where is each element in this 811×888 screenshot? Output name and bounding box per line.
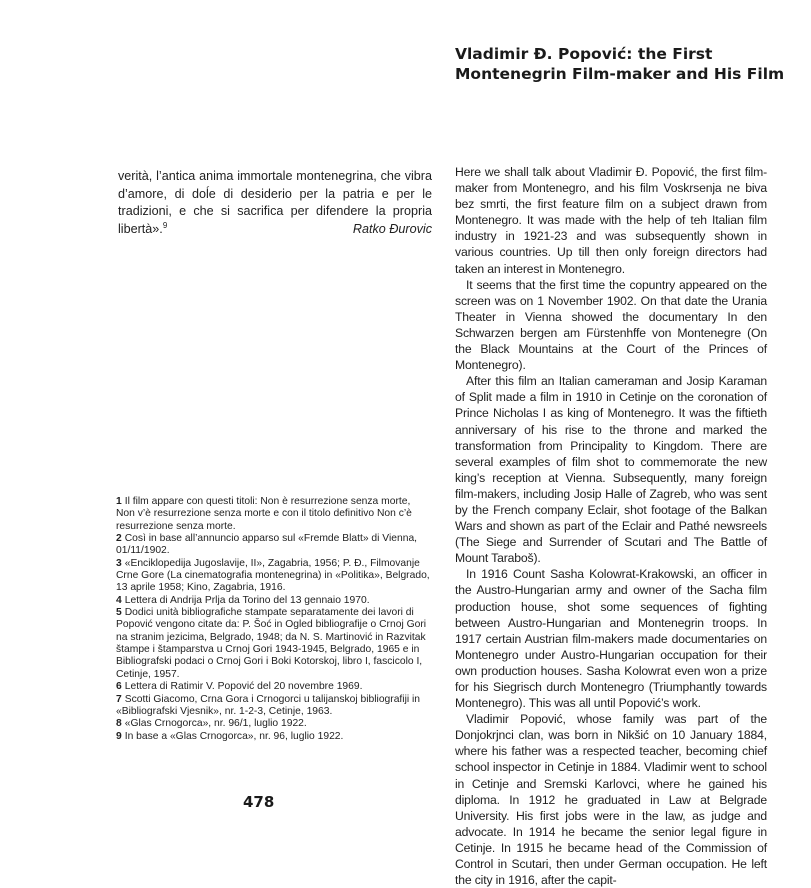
footnote-8: 8 «Glas Crnogorca», nr. 96/1, luglio 1922. <box>116 718 307 730</box>
footnote-5: 5 Dodici unità bibliografiche stampate separatamente dei lavori di Popović vengono citate da: P. Šoć in Ogled bibliografije o Crnoj Gori na stranim jezicima, Belgrado, 1948; da N. S. Martinović in Razvitak štampe i štamparstva u Crnoj Gori 1943-1945, Belgrado, 1965 e in Bibliografski podaci o Crnoj Gori i Boki Kotorskoj, libro I, fascicolo I, Cetinje, 1957. <box>116 607 427 680</box>
footnote-ref-9: 9 <box>162 220 168 230</box>
quote-text: verità, l’antica anima immortale montenegrina, che vibra d’amore, di doĺe di desiderio per la patria e per le tradizioni, e che si sacrifica per difendere la propria libertà».$^9$ <box>118 169 432 236</box>
title-line-2: Montenegrin Film-maker and His Film <box>455 65 785 83</box>
paragraph-3: After this film an Italian cameraman and Josip Karaman of Split made a film in 1910 in Cetinje on the coronation of Prince Nicholas I as king of Montenegro. It was the fiftieth anniversary of his rise to the throne and marked the transformation from Principality to Kingdom. There are several examples of film shot to commemorate the new king’s reception at Vienna. Subsequently, many foreign film-makers, including Josip Halle of Zagreb, who was sent by the French company Eclair, shot footage of the Balkan Wars and shown as part of the Eclair and Pathé newsreels (The Siege and Surrender of Scutari and The Battle of Mount Taraboš). <box>455 374 767 566</box>
quote-signature: Ratko Đurovic <box>352 221 432 236</box>
article-title <box>455 44 795 84</box>
footnote-2: 2 Così in base all’annuncio apparso sul «Fremde Blatt» di Vienna, 01/11/1902. <box>116 533 418 557</box>
article-body <box>455 164 767 888</box>
page-number: 478 <box>243 793 275 811</box>
footnote-3: 3 «Enciklopedija Jugoslavije, II», Zagabria, 1956; P. Đ., Filmovanje Crne Gore (La cinematografia montenegrina) in «Politika», Belgrado, 13 aprile 1958; Kino, Zagabria, 1916. <box>116 557 430 594</box>
footnote-1: 1 Il film appare con questi titoli: Non è resurrezione senza morte, Non v’è resurrezione senza morte e con il titolo definitivo Non c’è resurrezione senza morte. <box>116 496 412 532</box>
footnote-9: 9 In base a «Glas Crnogorca», nr. 96, luglio 1922. <box>116 730 344 742</box>
paragraph-2: It seems that the first time the copuntry appeared on the screen was on 1 November 1902. On that date the Urania Theater in Vienna showed the documentary In den Schwarzen bergen am Fürstenhffe von Montenegre (On the Black Mountains at the Court of the Princes of Montenegro). <box>455 277 767 373</box>
footnote-7: 7 Scotti Giacomo, Crna Gora i Crnogorci u talijanskoj bibliografiji in «Bibliografski Vjesnik», nr. 1-2-3, Cetinje, 1963. <box>116 693 421 717</box>
paragraph-4: In 1916 Count Sasha Kolowrat-Krakowski, an officer in the Austro-Hungarian army and owner of the Sacha film production house, shot some sequences of fighting between Austro-Hungarian and Montenegrin troops. In 1917 certain Austrian film-makers made documentaries on Montenegro under Austro-Hungarian occupation for their own production houses. Sasha Kolowrat even won a prize for his Siegrisch durch Montenegro (Triumphantly towards Montenegro). This was all until Popović’s work. <box>455 567 767 711</box>
paragraph-1: Here we shall talk about Vladimir Đ. Popović, the first film-maker from Montenegro, and his film Voskrsenja ne biva bez smrti, the first feature film on a subject drawn from Montenegro. It was made with the help of teh Italian film industry in 1921-23 and was subsequently shown in various countries. Up till then only foreign directors had taken an interest in Montenegro. <box>455 165 767 276</box>
footnote-6: 6 Lettera di Ratimir V. Popović del 20 novembre 1969. <box>116 681 363 693</box>
quote-block <box>118 168 432 238</box>
title-line-1: Vladimir Đ. Popović: the First <box>455 45 713 63</box>
footnotes <box>116 496 432 743</box>
paragraph-5: Vladimir Popović, whose family was part of the Donjokrjnci clan, was born in Nikšić on 10 January 1884, where his father was a respected teacher, becoming chief school inspector in Cetinje in 1884. Vladimir went to school in Cetinje and Sremski Karlovci, where he gained his diploma. In 1912 he graduated in Law at Belgrade University. His first jobs were in the law, as judge and advocate. In 1914 he became the senior legal figure in Cetinje. In 1915 he became head of the Commission of Control in Scutari, then under German occupation. He left the city in 1916, after the capit- <box>455 712 767 888</box>
footnote-4: 4 Lettera di Andrija Prlja da Torino del 13 gennaio 1970. <box>116 594 370 606</box>
